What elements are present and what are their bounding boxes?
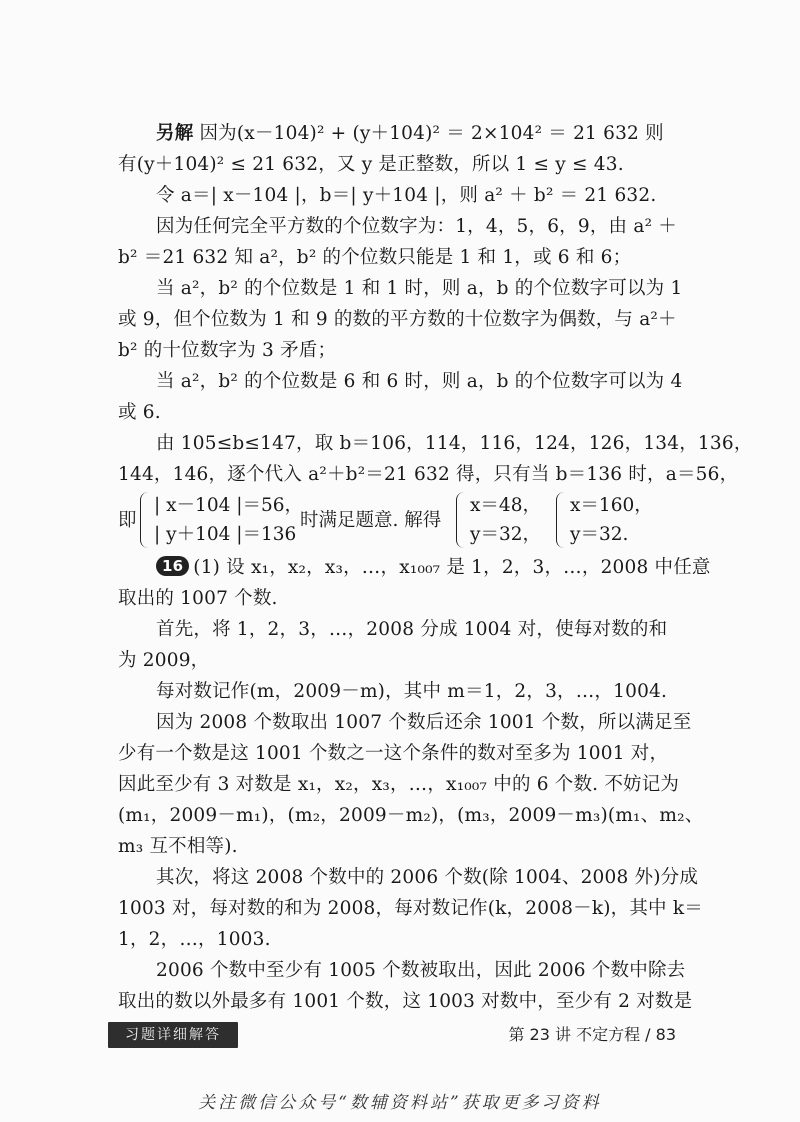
solution-2-x: x＝160， bbox=[570, 495, 653, 516]
text-line bbox=[118, 459, 739, 490]
equation-system-row bbox=[118, 490, 684, 552]
text-line bbox=[118, 955, 684, 986]
line-text: 令 a＝| x－104 |，b＝| y＋104 |，则 a² ＋ b² ＝ 21 632. bbox=[156, 185, 657, 206]
solution-1 bbox=[456, 490, 546, 552]
line-text: 有(y＋104)² ≤ 21 632，又 y 是正整数，所以 1 ≤ y ≤ 43. bbox=[118, 154, 624, 175]
text-line bbox=[118, 366, 684, 397]
text-line bbox=[118, 428, 753, 459]
page-footer bbox=[108, 1022, 688, 1050]
line-text: 取出的 1007 个数. bbox=[118, 588, 278, 609]
system-left bbox=[140, 490, 310, 552]
text-block-1 bbox=[118, 118, 753, 490]
left-brace bbox=[556, 492, 567, 548]
line-text: 当 a²，b² 的个位数是 6 和 6 时，则 a，b 的个位数字可以为 4 bbox=[156, 371, 683, 392]
problem-number-badge: 16 bbox=[156, 556, 189, 576]
system-middle: 时满足题意. 解得 bbox=[300, 510, 442, 531]
text-line bbox=[118, 645, 684, 676]
line-text: (1) 设 x₁，x₂，x₃，…，x₁₀₀₇ 是 1，2，3，…，2008 中任意 bbox=[193, 557, 711, 578]
text-line bbox=[118, 769, 684, 800]
line-text: 因此至少有 3 对数是 x₁，x₂，x₃，…，x₁₀₀₇ 中的 6 个数. 不妨记为 bbox=[118, 774, 680, 795]
text-line bbox=[118, 211, 684, 242]
line-text: (m₁，2009－m₁)，(m₂，2009－m₂)，(m₃，2009－m₃)(m₁、m₂、 bbox=[118, 805, 704, 826]
line-text: b² 的十位数字为 3 矛盾； bbox=[118, 340, 337, 361]
line-text: 由 105≤b≤147，取 b＝106，114，116，124，126，134，136， bbox=[156, 433, 753, 454]
line-text: b² ＝21 632 知 a²，b² 的个位数只能是 1 和 1，或 6 和 6； bbox=[118, 247, 632, 268]
line-text: 当 a²，b² 的个位数是 1 和 1 时，则 a，b 的个位数字可以为 1 bbox=[156, 278, 683, 299]
solution-2-y: y＝32. bbox=[570, 524, 629, 545]
text-line bbox=[118, 335, 684, 366]
text-line bbox=[118, 583, 684, 614]
text-line bbox=[118, 397, 684, 428]
text-line bbox=[118, 242, 684, 273]
line-text: 其次，将这 2008 个数中的 2006 个数(除 1004、2008 外)分成 bbox=[156, 867, 699, 888]
text-line bbox=[118, 924, 684, 955]
text-line bbox=[118, 273, 684, 304]
text-line bbox=[118, 552, 711, 583]
text-line bbox=[118, 986, 693, 1017]
watermark-note: 关注微信公众号“数辅资料站”获取更多习资料 bbox=[198, 1093, 602, 1113]
left-brace bbox=[140, 492, 151, 548]
line-text: 少有一个数是这 1001 个数之一这个条件的数对至多为 1001 对， bbox=[118, 743, 669, 764]
line-text: 因为(x－104)² + (y＋104)² ＝ 2×104² ＝ 21 632 则 bbox=[193, 123, 664, 144]
line-text: 每对数记作(m，2009－m)，其中 m＝1，2，3，…，1004. bbox=[156, 681, 668, 702]
line-text: 1，2，…，1003. bbox=[118, 929, 271, 950]
text-line bbox=[118, 707, 692, 738]
line-text: 取出的数以外最多有 1001 个数，这 1003 对数中，至少有 2 对数是 bbox=[118, 991, 693, 1012]
page-body bbox=[118, 118, 753, 1017]
line-text: 或 9，但个位数为 1 和 9 的数的平方数的十位数字为偶数，与 a²＋ bbox=[118, 309, 677, 330]
line-text: 2006 个数中至少有 1005 个数被取出，因此 2006 个数中除去 bbox=[156, 960, 686, 981]
text-line bbox=[118, 738, 684, 769]
line-text: m₃ 互不相等). bbox=[118, 836, 238, 857]
line-text: 因为 2008 个数取出 1007 个数后还余 1001 个数，所以满足至 bbox=[156, 712, 692, 733]
line-text: 144，146，逐个代入 a²＋b²＝21 632 得，只有当 b＝136 时，a＝56， bbox=[118, 464, 739, 485]
text-line bbox=[118, 614, 684, 645]
footer-page-info: 第 23 讲 不定方程 / 83 bbox=[508, 1025, 676, 1044]
footer-section-tag: 习题详细解答 bbox=[108, 1022, 238, 1048]
text-line bbox=[118, 862, 699, 893]
text-line bbox=[118, 180, 684, 211]
text-line bbox=[118, 831, 684, 862]
text-block-2 bbox=[118, 552, 711, 1017]
text-line bbox=[118, 118, 684, 149]
text-line bbox=[118, 800, 704, 831]
system-eq2: | y＋104 |＝136 bbox=[154, 524, 297, 545]
left-brace bbox=[456, 492, 467, 548]
line-text: 1003 对，每对数的和为 2008，每对数记作(k，2008－k)，其中 k＝ bbox=[118, 898, 703, 919]
text-line bbox=[118, 149, 684, 180]
system-eq1: | x－104 |＝56， bbox=[154, 495, 304, 516]
text-line bbox=[118, 676, 684, 707]
solution-1-x: x＝48， bbox=[470, 495, 541, 516]
solution-1-y: y＝32， bbox=[470, 524, 541, 545]
alt-solution-label: 另解 bbox=[156, 123, 194, 144]
solution-2 bbox=[556, 490, 656, 552]
system-prefix: 即 bbox=[118, 510, 137, 531]
line-text: 为 2009， bbox=[118, 650, 210, 671]
line-text: 因为任何完全平方数的个位数字为：1，4，5，6，9，由 a² ＋ bbox=[156, 216, 677, 237]
line-text: 或 6. bbox=[118, 402, 161, 423]
text-line bbox=[118, 893, 703, 924]
text-line bbox=[118, 304, 684, 335]
line-text: 首先，将 1，2，3，…，2008 分成 1004 对，使每对数的和 bbox=[156, 619, 668, 640]
